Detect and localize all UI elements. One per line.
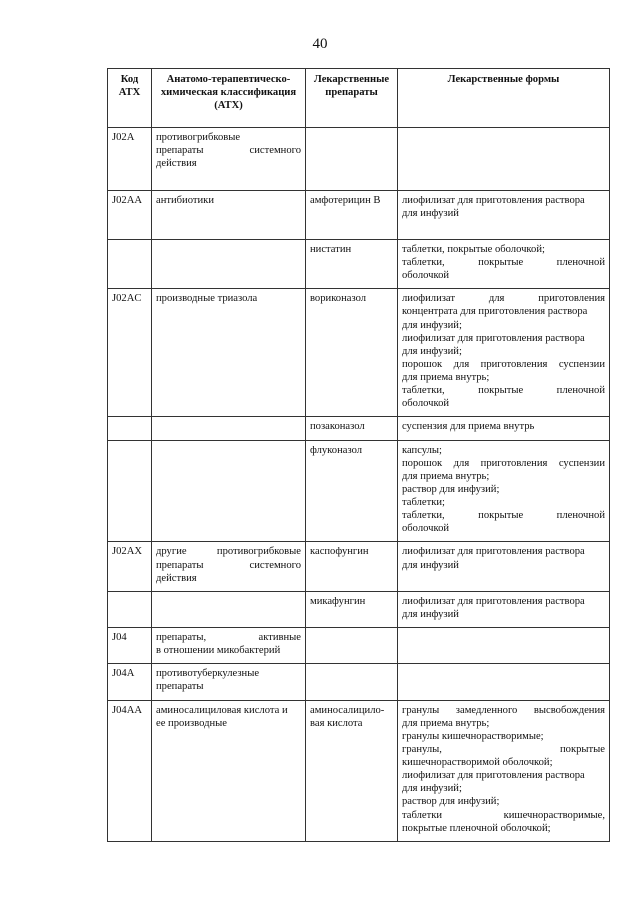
classification-line: препараты, активные bbox=[156, 632, 301, 643]
form-line: для инфузий; bbox=[402, 783, 462, 795]
classification-line: ее производные bbox=[156, 717, 227, 729]
table-row bbox=[108, 190, 610, 239]
form-line: таблетки кишечнорастворимые, bbox=[402, 809, 605, 821]
drug-cell: флуконазол bbox=[306, 440, 398, 542]
form-line: оболочкой bbox=[402, 523, 450, 535]
classification-cell bbox=[152, 591, 306, 627]
form-line: лиофилизат для приготовления раствора bbox=[402, 595, 585, 607]
atx-code bbox=[108, 417, 152, 440]
forms-cell bbox=[398, 440, 610, 542]
classification-line: антибиотики bbox=[156, 194, 215, 206]
classification-cell bbox=[152, 190, 306, 239]
table-header-row bbox=[108, 69, 610, 128]
classification-line: действия bbox=[156, 572, 197, 584]
forms-cell bbox=[398, 628, 610, 664]
form-line: лиофилизат для приготовления раствора bbox=[402, 194, 585, 206]
atx-code: J02AC bbox=[108, 289, 152, 417]
form-line: лиофилизат для приготовления раствора bbox=[402, 770, 585, 782]
classification-line: аминосалициловая кислота и bbox=[156, 704, 288, 716]
table-row bbox=[108, 440, 610, 542]
drug-cell: каспофунгин bbox=[306, 542, 398, 591]
classification-line: действия bbox=[156, 158, 197, 170]
atx-code: J04 bbox=[108, 628, 152, 664]
classification-cell bbox=[152, 417, 306, 440]
atx-table bbox=[107, 68, 610, 842]
form-line: порошок для приготовления суспензии bbox=[402, 457, 605, 469]
forms-cell bbox=[398, 591, 610, 627]
form-line: таблетки, покрытые пленочной bbox=[402, 257, 605, 268]
form-line: гранулы, покрытые bbox=[402, 743, 605, 755]
form-line: лиофилизат для приготовления bbox=[402, 293, 605, 305]
forms-cell bbox=[398, 289, 610, 417]
form-line: таблетки, покрытые пленочной bbox=[402, 510, 605, 522]
atx-code: J04AA bbox=[108, 700, 152, 841]
form-line: раствор для инфузий; bbox=[402, 483, 500, 495]
form-line: гранулы кишечнорастворимые; bbox=[402, 730, 544, 742]
form-line: лиофилизат для приготовления раствора bbox=[402, 546, 585, 558]
atx-code: J02AX bbox=[108, 542, 152, 591]
page-number: 40 bbox=[312, 36, 328, 52]
table-row bbox=[108, 289, 610, 417]
drug-cell: вориконазол bbox=[306, 289, 398, 417]
form-line: суспензия для приема внутрь bbox=[402, 421, 535, 433]
atx-code bbox=[108, 440, 152, 542]
forms-cell bbox=[398, 128, 610, 191]
classification-line: препараты bbox=[156, 681, 204, 693]
forms-cell bbox=[398, 664, 610, 700]
classification-line: препараты системного bbox=[156, 145, 301, 157]
form-line: для инфузий; bbox=[402, 319, 462, 331]
classification-line: препараты системного bbox=[156, 559, 301, 571]
drug-cell: нистатин bbox=[306, 239, 398, 288]
header-forms: Лекарственные формы bbox=[398, 69, 610, 128]
form-line: раствор для инфузий; bbox=[402, 796, 500, 808]
classification-line: в отношении микобактерий bbox=[156, 645, 281, 657]
classification-line: производные триазола bbox=[156, 293, 258, 305]
form-line: лиофилизат для приготовления раствора bbox=[402, 332, 585, 344]
table-row bbox=[108, 700, 610, 841]
classification-cell bbox=[152, 289, 306, 417]
header-drugs: Лекарственные препараты bbox=[306, 69, 398, 128]
header-code: Код АТХ bbox=[108, 69, 152, 128]
forms-cell bbox=[398, 542, 610, 591]
table-row bbox=[108, 239, 610, 288]
atx-code: J02A bbox=[108, 128, 152, 191]
atx-code bbox=[108, 591, 152, 627]
form-line: кишечнорастворимой оболочкой; bbox=[402, 757, 553, 768]
form-line: для инфузий bbox=[402, 559, 459, 571]
table-row bbox=[108, 591, 610, 627]
form-line: для приема внутрь; bbox=[402, 372, 490, 383]
drug-cell bbox=[306, 128, 398, 191]
atx-code: J04A bbox=[108, 664, 152, 700]
form-line: таблетки; bbox=[402, 497, 445, 508]
classification-cell bbox=[152, 628, 306, 664]
form-line: таблетки, покрытые пленочной bbox=[402, 385, 605, 397]
classification-line: противотуберкулезные bbox=[156, 668, 260, 680]
atx-code: J02AA bbox=[108, 190, 152, 239]
classification-cell bbox=[152, 128, 306, 191]
form-line: оболочкой bbox=[402, 270, 450, 282]
form-line: таблетки, покрытые оболочкой; bbox=[402, 243, 545, 255]
form-line: для приема внутрь; bbox=[402, 717, 490, 729]
drug-cell bbox=[306, 664, 398, 700]
table-row bbox=[108, 417, 610, 440]
classification-cell bbox=[152, 440, 306, 542]
forms-cell bbox=[398, 239, 610, 288]
form-line: порошок для приготовления суспензии bbox=[402, 358, 605, 370]
form-line: гранулы замедленного высвобождения bbox=[402, 704, 605, 716]
classification-line: противогрибковые bbox=[156, 132, 241, 143]
form-line: для инфузий bbox=[402, 608, 459, 620]
form-line: для инфузий bbox=[402, 207, 459, 219]
table-row bbox=[108, 542, 610, 591]
drug-cell bbox=[306, 628, 398, 664]
form-line: оболочкой bbox=[402, 398, 450, 410]
drug-cell: амфотерицин В bbox=[306, 190, 398, 239]
form-line: капсулы; bbox=[402, 444, 442, 456]
classification-cell bbox=[152, 664, 306, 700]
header-classification: Анатомо-терапевтическо-химическая классификация (АТХ) bbox=[152, 69, 306, 128]
drug-cell: позаконазол bbox=[306, 417, 398, 440]
table-row bbox=[108, 628, 610, 664]
form-line: для приема внутрь; bbox=[402, 470, 490, 482]
form-line: покрытые пленочной оболочкой; bbox=[402, 822, 551, 834]
drug-cell: микафунгин bbox=[306, 591, 398, 627]
forms-cell bbox=[398, 417, 610, 440]
forms-cell bbox=[398, 700, 610, 841]
atx-code bbox=[108, 239, 152, 288]
forms-cell bbox=[398, 190, 610, 239]
form-line: концентрата для приготовления раствора bbox=[402, 306, 588, 318]
drug-cell: аминосалицило-вая кислота bbox=[306, 700, 398, 841]
classification-line: другие противогрибковые bbox=[156, 546, 301, 558]
classification-cell bbox=[152, 239, 306, 288]
table-row bbox=[108, 664, 610, 700]
form-line: для инфузий; bbox=[402, 345, 462, 357]
classification-cell bbox=[152, 700, 306, 841]
table-row bbox=[108, 128, 610, 191]
classification-cell bbox=[152, 542, 306, 591]
